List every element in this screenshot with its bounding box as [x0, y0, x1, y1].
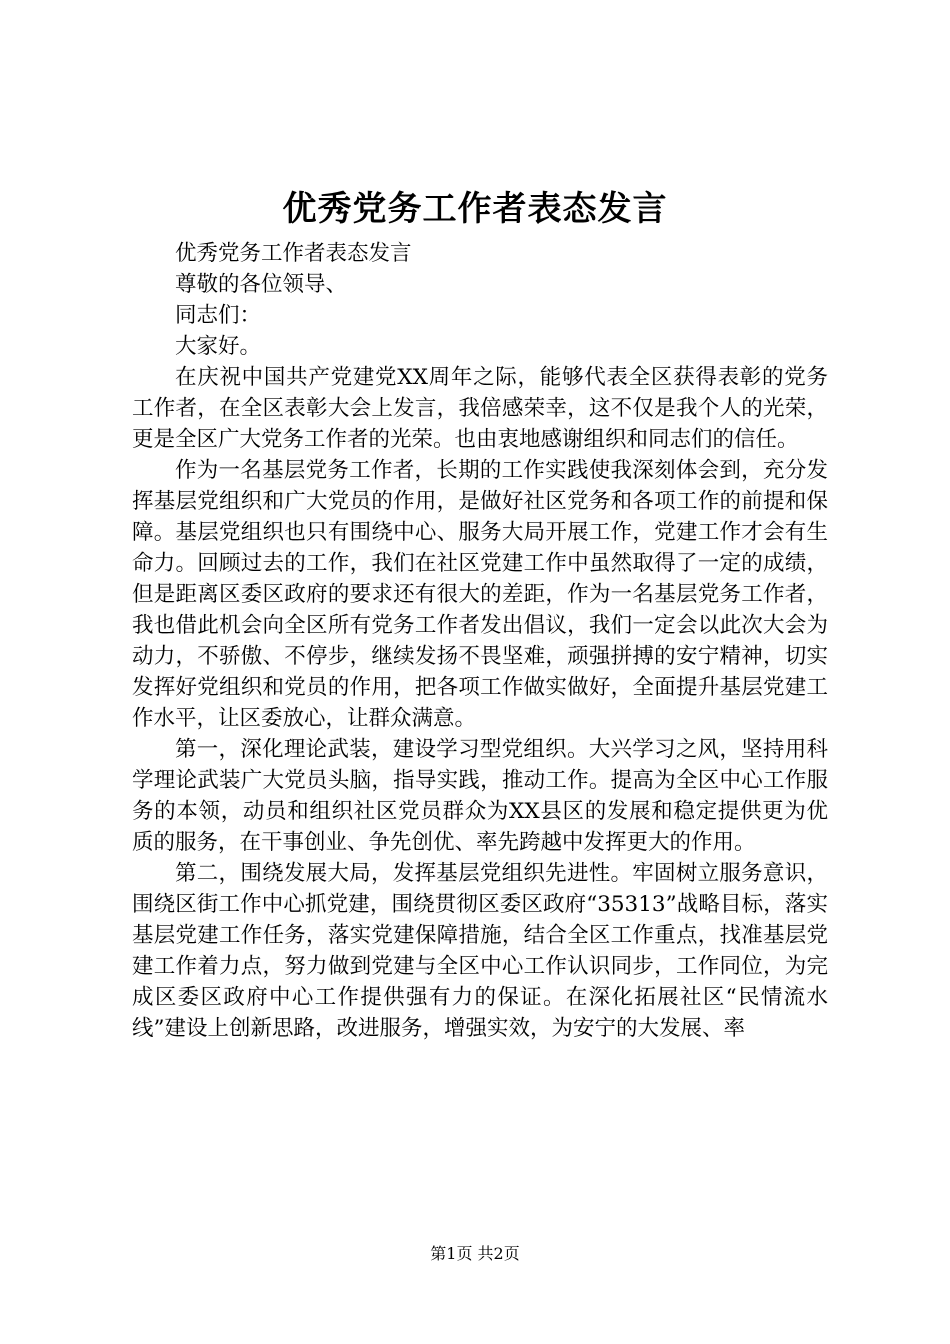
paragraph: 第一，深化理论武装，建设学习型党组织。大兴学习之风，坚持用科学理论武装广大党员头脑，指导实践，推动工作。提高为全区中心工作服务的本领，动员和组织社区党员群众为XX县区的发展和稳定提供更为优质的服务，在干事创业、争先创优、率先跨越中发挥更大的作用。 — [132, 737, 828, 855]
paragraph: 同志们： — [175, 303, 262, 328]
page-number-footer: 第1页 共2页 — [430, 1244, 520, 1263]
document-body — [132, 238, 828, 1044]
document-title: 优秀党务工作者表态发言 — [282, 189, 668, 229]
paragraph: 优秀党务工作者表态发言 — [175, 241, 412, 266]
paragraph: 第二，围绕发展大局，发挥基层党组织先进性。牢固树立服务意识，围绕区街工作中心抓党建，围绕贯彻区委区政府“35313”战略目标，落实基层党建工作任务，落实党建保障措施，结合全区工作重点，找准基层党建工作着力点，努力做到党建与全区中心工作认识同步，工作同位，为完成区委区政府中心工作提供强有力的保证。在深化拓展社区“民情流水线”建设上创新思路，改进服务，增强实效，为安宁的大发展、率 — [132, 861, 828, 1041]
paragraph: 大家好。 — [175, 334, 262, 359]
paragraph: 尊敬的各位领导、 — [175, 272, 348, 297]
paragraph: 在庆祝中国共产党建党XX周年之际，能够代表全区获得表彰的党务工作者，在全区表彰大会上发言，我倍感荣幸，这不仅是我个人的光荣，更是全区广大党务工作者的光荣。也由衷地感谢组织和同志们的信任。 — [132, 365, 828, 452]
paragraph: 作为一名基层党务工作者，长期的工作实践使我深刻体会到，充分发挥基层党组织和广大党员的作用，是做好社区党务和各项工作的前提和保障。基层党组织也只有围绕中心、服务大局开展工作，党建工作才会有生命力。回顾过去的工作，我们在社区党建工作中虽然取得了一定的成绩，但是距离区委区政府的要求还有很大的差距，作为一名基层党务工作者，我也借此机会向全区所有党务工作者发出倡议，我们一定会以此次大会为动力，不骄傲、不停步，继续发扬不畏坚难，顽强拼搏的安宁精神，切实发挥好党组织和党员的作用，把各项工作做实做好，全面提升基层党建工作水平，让区委放心，让群众满意。 — [132, 458, 828, 731]
